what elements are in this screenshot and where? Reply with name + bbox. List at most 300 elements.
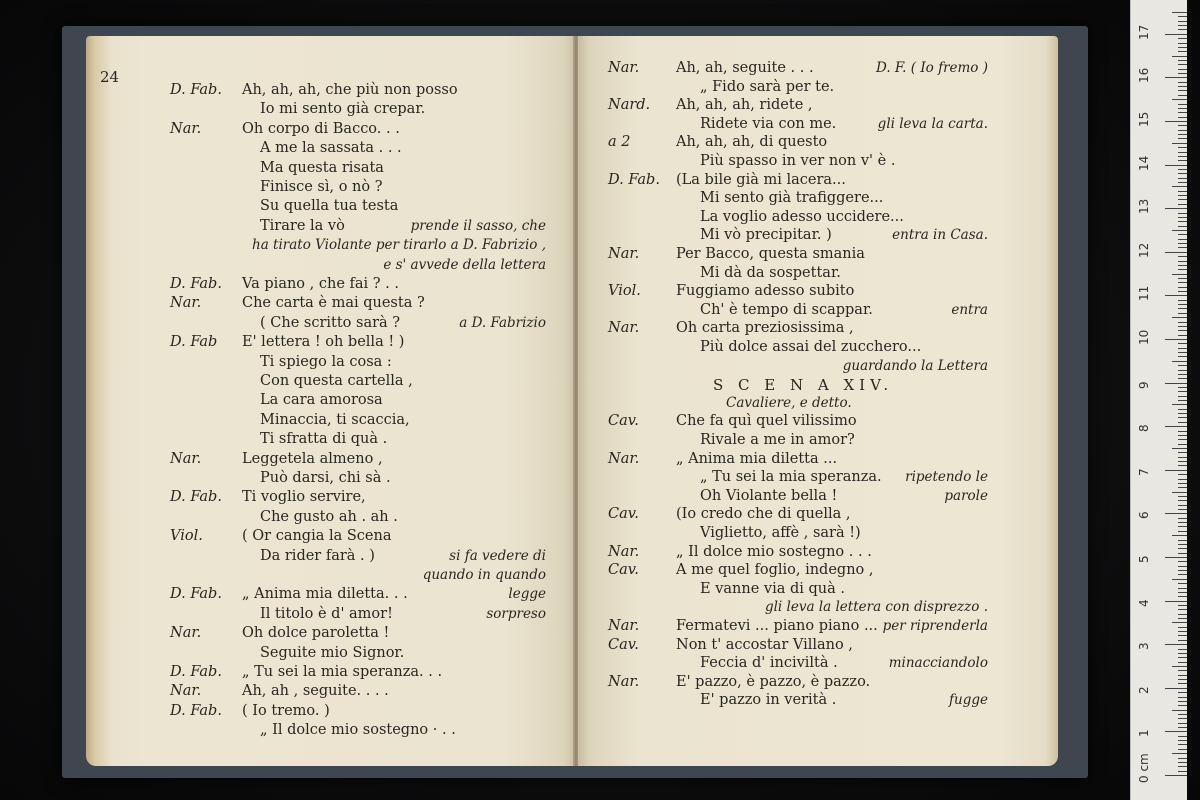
stage-direction: Cavaliere, e detto. [726,394,852,411]
stage-direction: entra [951,301,988,318]
verse-text: Tirare la vò [260,217,345,234]
verse-text: Oh Violante bella ! [700,487,838,504]
ruler-tick [1178,588,1187,589]
ruler-tick [1178,548,1187,549]
ruler-tick [1172,710,1187,711]
stage-direction: quando in quando [422,567,546,583]
ruler-tick [1178,378,1187,379]
verse-text: E' pazzo in verità . [700,692,837,709]
speaker-label: D. Fab. [170,82,222,98]
ruler-tick [1178,627,1187,628]
ruler-tick [1178,287,1187,288]
ruler-tick [1178,439,1187,440]
verse-text: Ah, ah , seguite. . . . [242,683,389,700]
ruler-tick [1178,561,1187,562]
verse-text: Che gusto ah . ah . [260,508,398,525]
ruler-number: 17 [1137,24,1151,40]
verse-text: Per Bacco, questa smania [676,246,865,262]
verse-text: A me la sassata . . . [260,140,402,157]
ruler-tick [1178,43,1187,44]
verse-text: Ma questa risata [260,159,384,176]
speaker-label: Nar. [170,295,202,312]
ruler-tick [1165,339,1187,340]
stage-direction: e s' avvede della lettera [383,256,546,273]
ruler-tick [1165,775,1187,776]
ruler-tick [1172,622,1187,623]
stage-direction: gli leva la carta. [877,115,988,132]
stage-direction: legge [508,586,546,603]
ruler-number: 7 [1137,468,1151,476]
ruler-number: 2 [1137,686,1151,694]
ruler-tick [1178,452,1187,453]
ruler-tick [1178,352,1187,353]
ruler-tick [1172,317,1187,318]
ruler-tick [1172,99,1187,100]
verse-text: Fuggiamo adesso subito [676,283,855,300]
verse-text: „ Tu sei la mia speranza. . . [242,664,443,680]
ruler-tick [1178,51,1187,52]
stage-direction: a D. Fabrizio [459,314,546,331]
stage-direction: per riprenderla [882,618,988,634]
ruler-number: 13 [1137,198,1151,215]
ruler-number: 12 [1137,242,1151,258]
ruler-tick [1178,370,1187,371]
stage-direction: prende il sasso, che [410,217,546,234]
ruler-tick [1165,295,1187,296]
ruler-tick [1178,701,1187,702]
verse-text: „ Tu sei la mia speranza. [700,469,882,486]
verse-text: La voglio adesso uccidere... [700,208,904,225]
verse-text: E vanne via di quà . [700,580,845,597]
ruler-tick [1178,226,1187,227]
ruler-tick [1178,431,1187,432]
speaker-label: D. Fab. [170,586,222,603]
verse-text: E' lettera ! oh bella ! ) [242,334,405,351]
ruler-tick [1178,736,1187,737]
ruler-tick [1165,77,1187,78]
ruler-tick [1165,208,1187,209]
text-line [86,722,576,744]
ruler-tick [1178,269,1187,270]
ruler-tick [1178,640,1187,641]
verse-text: ( Che scritto sarà ? [260,314,401,331]
verse-text: Ah, ah, ah, ridete , [676,97,813,114]
ruler-tick [1178,679,1187,680]
ruler-tick [1178,479,1187,480]
ruler-tick [1178,256,1187,257]
ruler-tick [1178,117,1187,118]
ruler-tick [1178,73,1187,74]
verse-text: „ Il dolce mio sostegno · . . [260,722,456,739]
ruler-tick [1178,156,1187,157]
ruler-tick [1178,82,1187,83]
verse-text: Minaccia, ti scaccia, [260,411,410,428]
ruler-tick [1178,518,1187,519]
verse-text: Più dolce assai del zucchero... [700,339,922,355]
speaker-label: Viol. [170,528,203,545]
ruler-tick [1178,457,1187,458]
verse-text: (La bile già mi lacera... [676,171,846,188]
ruler-tick [1178,25,1187,26]
ruler-tick [1178,343,1187,344]
ruler-tick [1178,125,1187,126]
ruler-tick [1178,138,1187,139]
speaker-label: Nar. [170,450,202,467]
ruler-tick [1165,731,1187,732]
ruler-tick [1178,635,1187,636]
verse-text: Da rider farà . ) [260,547,375,564]
ruler-tick [1178,108,1187,109]
speaker-label: Cav. [608,506,639,523]
ruler-tick [1178,313,1187,314]
ruler-tick [1178,335,1187,336]
speaker-label: D. Fab. [170,489,222,506]
ruler-tick [1165,557,1187,558]
ruler-tick [1178,444,1187,445]
verse-text: Ah, ah, ah, di questo [676,134,828,151]
ruler-tick [1178,714,1187,715]
speaker-label: D. Fab [170,334,218,351]
ruler-tick [1178,409,1187,410]
stage-direction: entra in Casa. [892,227,988,244]
verse-text: Io mi sento già crepar. [260,101,426,118]
ruler-tick [1178,618,1187,619]
ruler-tick [1178,391,1187,392]
speaker-label: Cav. [608,562,639,579]
verse-text: Fermatevi ... piano piano ... [676,618,878,634]
stage-direction: guardando la Lettera [842,357,988,374]
ruler-tick [1165,383,1187,384]
speaker-label: Nar. [170,683,202,700]
ruler-number: 6 [1137,511,1151,520]
text-line [578,692,1058,714]
ruler-tick [1178,670,1187,671]
ruler-tick [1178,461,1187,462]
verse-text: Può darsi, chi sà . [260,470,391,486]
ruler-tick [1172,753,1187,754]
verse-text: „ Il dolce mio sostegno . . . [676,543,872,560]
ruler-tick [1178,570,1187,571]
ruler-tick [1178,596,1187,597]
ruler-tick [1178,592,1187,593]
verse-text: Feccia d' inciviltà . [700,655,838,672]
ruler-tick [1165,688,1187,689]
ruler-number: 5 [1137,555,1151,563]
ruler-tick [1178,147,1187,148]
ruler-tick [1178,134,1187,135]
verse-text: Ti spiego la cosa : [260,353,392,370]
measuring-ruler [1130,0,1187,800]
ruler-number: 11 [1137,286,1151,302]
verse-text: E' pazzo, è pazzo, è pazzo. [676,673,871,690]
ruler-tick [1178,21,1187,22]
ruler-tick [1178,374,1187,375]
ruler-tick [1178,574,1187,575]
ruler-tick [1178,771,1187,772]
verse-text: Il titolo è d' amor! [260,605,393,622]
ruler-tick [1178,104,1187,105]
speaker-label: Nar. [608,320,640,337]
ruler-tick [1178,583,1187,584]
verse-text: Rivale a me in amor? [700,432,855,448]
ruler-tick [1178,304,1187,305]
verse-text: Ch' è tempo di scappar. [700,301,873,318]
verse-text: Mi dà da sospettar. [700,264,841,281]
ruler-tick [1178,243,1187,244]
ruler-tick [1178,766,1187,767]
ruler-number: 8 [1137,424,1151,433]
ruler-tick [1178,348,1187,349]
ruler-tick [1178,566,1187,567]
verse-text: Non t' accostar Villano , [676,636,853,653]
ruler-tick [1165,513,1187,514]
verse-text: La cara amorosa [260,392,383,409]
stage-direction: ripetendo le [905,469,988,486]
ruler-tick [1178,182,1187,183]
verse-text: Ah, ah, ah, che più non posso [242,82,458,98]
speaker-label: Nar. [170,625,202,642]
speaker-label: Viol. [608,283,641,300]
stage-direction: ha tirato Violante per tirarlo a D. Fabrizio , [252,237,546,254]
ruler-tick [1178,740,1187,741]
ruler-tick [1178,64,1187,65]
ruler-number: 14 [1137,155,1151,171]
ruler-tick [1178,282,1187,283]
ruler-tick [1172,404,1187,405]
ruler-tick [1178,396,1187,397]
left-page [86,36,576,766]
ruler-tick [1172,230,1187,231]
ruler-tick [1178,662,1187,663]
verse-text: Ridete via con me. [700,115,837,132]
ruler-tick [1172,492,1187,493]
ruler-tick [1178,234,1187,235]
ruler-tick [1178,509,1187,510]
ruler-number: 9 [1137,380,1151,389]
ruler-tick [1178,705,1187,706]
ruler-tick [1165,121,1187,122]
speaker-label: a 2 [608,134,631,151]
ruler-tick [1178,204,1187,205]
scene-heading: S C E N A XIV. [713,376,894,395]
speaker-label: Nar. [608,673,640,690]
ruler-tick [1178,692,1187,693]
page-number: 24 [100,68,120,86]
ruler-tick [1165,426,1187,427]
ruler-tick [1178,95,1187,96]
speaker-label: D. Fab. [608,171,660,188]
ruler-tick [1178,152,1187,153]
ruler-number: 4 [1137,598,1151,607]
ruler-tick [1178,400,1187,401]
verse-text: „ Anima mia diletta. . . [242,586,408,603]
ruler-tick [1178,29,1187,30]
ruler-tick [1178,69,1187,70]
ruler-tick [1178,278,1187,279]
ruler-tick [1178,631,1187,632]
ruler-tick [1178,178,1187,179]
speaker-label: Nar. [608,450,640,467]
right-page [578,36,1058,766]
verse-text: ( Io tremo. ) [242,702,330,719]
ruler-tick [1178,221,1187,222]
ruler-tick [1172,56,1187,57]
ruler-tick [1178,496,1187,497]
ruler-tick [1172,361,1187,362]
ruler-tick [1178,16,1187,17]
verse-text: Oh corpo di Bacco. . . [242,120,400,137]
ruler-tick [1178,435,1187,436]
verse-text: Con questa cartella , [260,373,413,389]
speaker-label: Nar. [608,618,640,634]
verse-text: Più spasso in ver non v' è . [700,153,896,169]
ruler-tick [1178,531,1187,532]
ruler-tick [1178,291,1187,292]
verse-text: Oh dolce paroletta ! [242,625,390,642]
speaker-label: Nard. [608,97,651,114]
verse-text: Ti sfratta di quà . [260,431,388,448]
speaker-label: D. Fab. [170,664,222,680]
verse-text: Leggetela almeno , [242,450,383,467]
ruler-tick [1178,160,1187,161]
ruler-tick [1178,649,1187,650]
ruler-tick [1178,749,1187,750]
verse-text: Viglietto, affè , sarà !) [700,525,861,541]
ruler-tick [1178,483,1187,484]
verse-text: Su quella tua testa [260,198,399,215]
ruler-tick [1172,186,1187,187]
ruler-number: 15 [1137,111,1151,127]
speaker-label: Nar. [608,60,640,76]
ruler-tick [1178,130,1187,131]
speaker-label: Cav. [608,413,639,430]
ruler-tick [1178,308,1187,309]
ruler-tick [1178,605,1187,606]
verse-text: Ah, ah, seguite . . . [676,60,814,76]
stage-direction: fugge [949,692,988,709]
verse-text: Va piano , che fai ? . . [242,276,399,292]
ruler-tick [1165,601,1187,602]
ruler-tick [1178,47,1187,48]
ruler-tick [1172,579,1187,580]
ruler-tick [1178,614,1187,615]
ruler-tick [1178,422,1187,423]
ruler-tick [1178,744,1187,745]
ruler-tick [1178,540,1187,541]
ruler-tick [1172,274,1187,275]
ruler-tick [1178,544,1187,545]
ruler-tick [1178,326,1187,327]
ruler-tick [1178,487,1187,488]
ruler-tick [1178,239,1187,240]
ruler-number: 1 [1137,729,1151,738]
verse-text: Che carta è mai questa ? [242,295,425,312]
ruler-tick [1165,34,1187,35]
ruler-number: 0 cm [1137,753,1151,783]
ruler-tick [1178,505,1187,506]
ruler-tick [1178,465,1187,466]
ruler-tick [1178,609,1187,610]
ruler-tick [1178,38,1187,39]
speaker-label: Cav. [608,636,639,653]
verse-text: „ Anima mia diletta ... [676,450,838,467]
verse-text: Mi vò precipitar. ) [700,227,832,244]
ruler-tick [1178,247,1187,248]
ruler-number: 3 [1137,642,1151,651]
ruler-tick [1178,365,1187,366]
ruler-tick [1178,697,1187,698]
ruler-tick [1178,727,1187,728]
stage-direction: D. F. ( Io fremo ) [875,60,988,76]
ruler-number: 10 [1137,329,1151,345]
verse-text: Oh carta preziosissima , [676,320,854,337]
ruler-tick [1165,470,1187,471]
ruler-tick [1178,261,1187,262]
ruler-tick [1178,653,1187,654]
speaker-label: Nar. [608,543,640,560]
ruler-tick [1178,199,1187,200]
ruler-tick [1178,213,1187,214]
ruler-tick [1178,500,1187,501]
ruler-tick [1178,553,1187,554]
ruler-tick [1178,330,1187,331]
ruler-tick [1178,417,1187,418]
ruler-tick [1178,322,1187,323]
ruler-tick [1178,217,1187,218]
ruler-tick [1178,90,1187,91]
ruler-tick [1178,60,1187,61]
ruler-number: 16 [1137,68,1151,84]
speaker-label: Nar. [608,246,640,262]
ruler-tick [1165,165,1187,166]
ruler-tick [1178,474,1187,475]
ruler-tick [1178,683,1187,684]
ruler-tick [1165,252,1187,253]
ruler-tick [1178,762,1187,763]
verse-text: Seguite mio Signor. [260,644,405,661]
ruler-tick [1178,112,1187,113]
ruler-tick [1172,535,1187,536]
ruler-tick [1178,173,1187,174]
speaker-label: D. Fab. [170,702,222,719]
ruler-tick [1172,143,1187,144]
verse-text: A me quel foglio, indegno , [676,562,874,579]
ruler-tick [1178,86,1187,87]
verse-text: Mi sento già trafiggere... [700,190,884,207]
verse-text: Ti voglio servire, [242,489,366,506]
stage-direction: parole [944,487,988,504]
ruler-tick [1178,522,1187,523]
verse-text: (Io credo che di quella , [676,506,851,523]
ruler-tick [1178,387,1187,388]
stage-direction: si fa vedere di [449,547,546,564]
ruler-tick [1178,300,1187,301]
ruler-tick [1178,675,1187,676]
ruler-tick [1178,191,1187,192]
verse-text: ( Or cangia la Scena [242,528,392,545]
ruler-tick [1172,448,1187,449]
verse-text: Finisce sì, o nò ? [260,179,383,195]
ruler-tick [1178,718,1187,719]
speaker-label: D. Fab. [170,276,222,292]
ruler-tick [1178,526,1187,527]
verse-text: Che fa quì quel vilissimo [676,413,857,430]
stage-direction: minacciandolo [888,655,988,672]
ruler-tick [1178,413,1187,414]
ruler-tick [1172,12,1187,13]
ruler-tick [1172,666,1187,667]
stage-direction: sorpreso [486,605,546,622]
